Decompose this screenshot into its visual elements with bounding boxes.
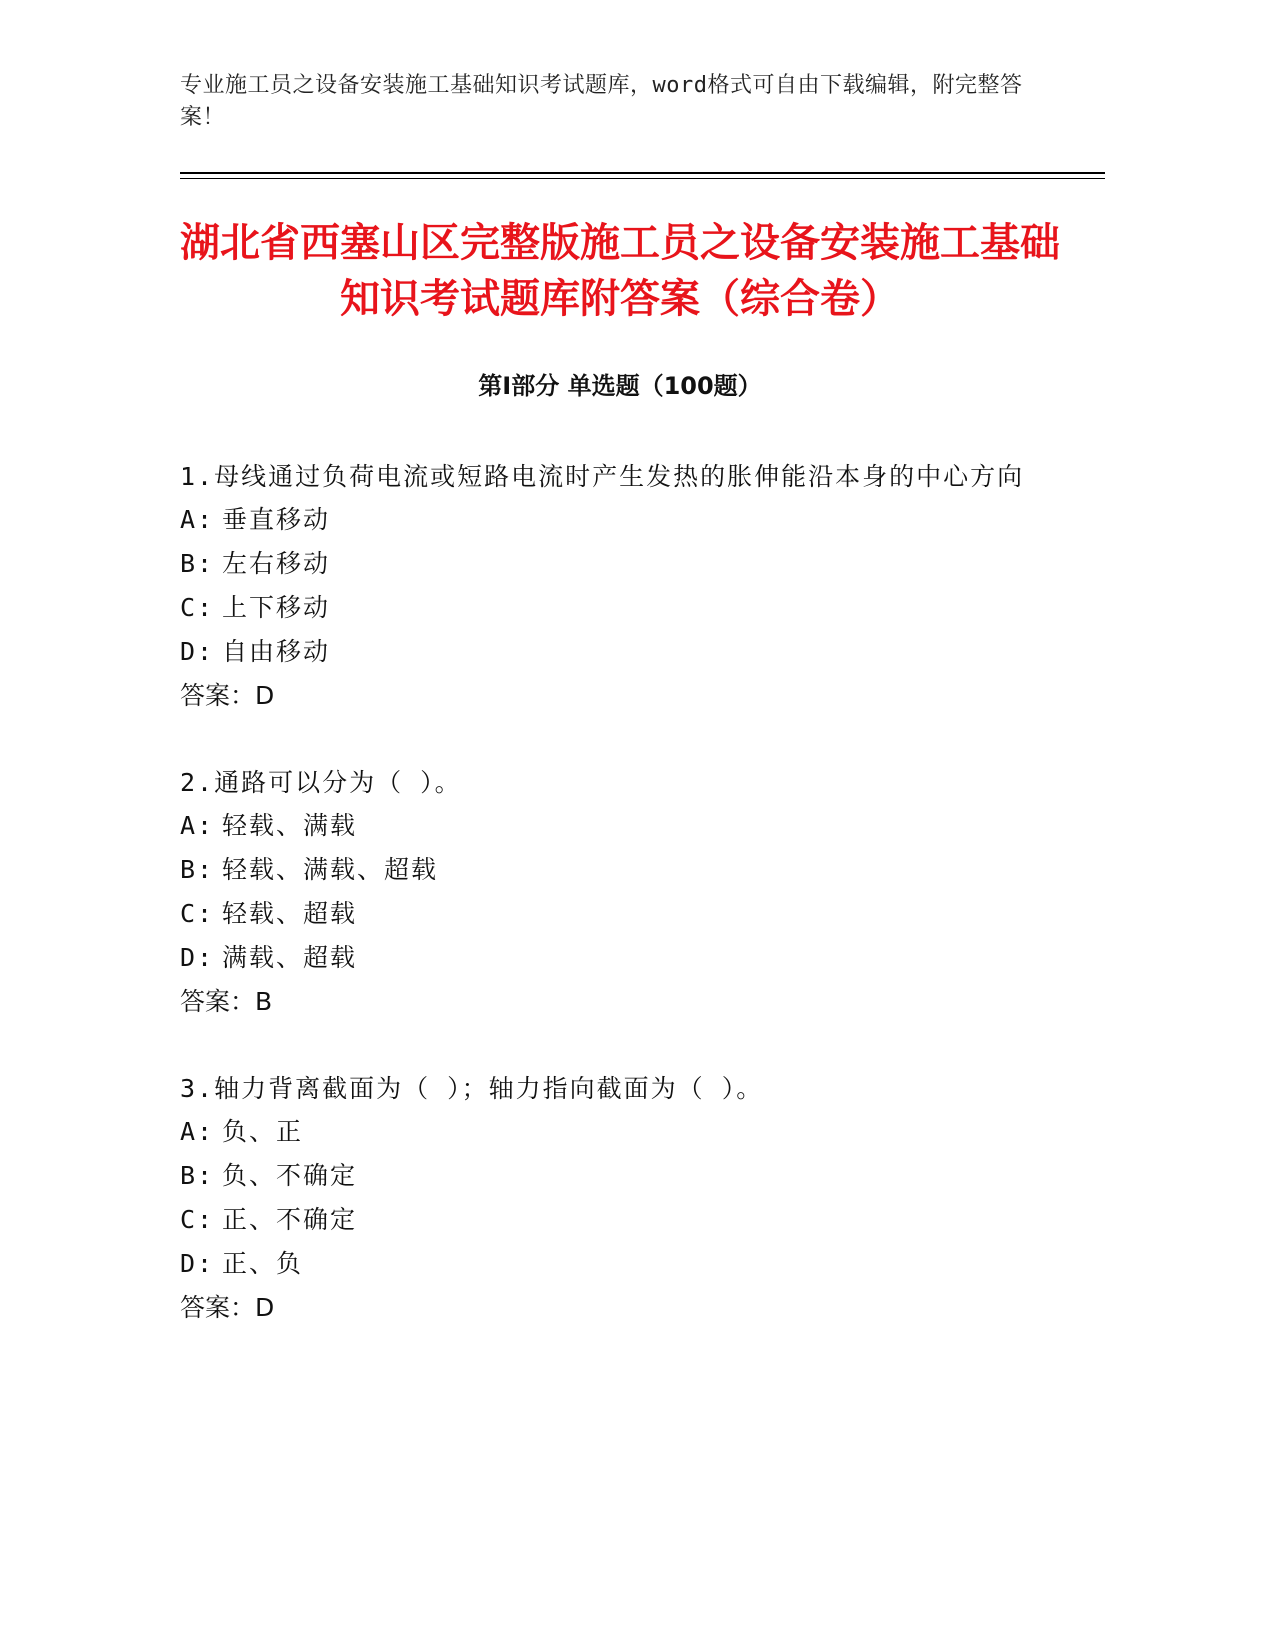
option-b xyxy=(180,542,1040,586)
option-text: 轻载、满载、超载 xyxy=(222,855,439,884)
option-text: 正、不确定 xyxy=(222,1205,358,1234)
question-stem: 2.通路可以分为（ ）。 xyxy=(180,768,462,797)
option-text: 左右移动 xyxy=(222,549,331,578)
option-key: A: xyxy=(180,505,215,534)
option-text: 轻载、超载 xyxy=(222,899,358,928)
header-divider-thin xyxy=(180,178,1105,179)
question-2 xyxy=(180,761,1040,1024)
option-text: 正、负 xyxy=(222,1249,304,1278)
option-key: D: xyxy=(180,943,215,972)
option-text: 轻载、满载 xyxy=(222,811,358,840)
question-1 xyxy=(180,455,1040,718)
question-stem: 3.轴力背离截面为（ ）；轴力指向截面为（ ）。 xyxy=(180,1074,764,1103)
header-note: 专业施工员之设备安装施工基础知识考试题库，word格式可自由下载编辑，附完整答案！ xyxy=(180,73,1023,130)
option-key: C: xyxy=(180,593,215,622)
option-text: 自由移动 xyxy=(222,637,331,666)
section-title: 第Ⅰ部分 单选题（100题） xyxy=(478,372,762,400)
option-key: C: xyxy=(180,1205,215,1234)
option-key: B: xyxy=(180,1161,215,1190)
option-text: 上下移动 xyxy=(222,593,331,622)
option-a xyxy=(180,498,1040,542)
option-text: 负、正 xyxy=(222,1117,304,1146)
option-key: B: xyxy=(180,549,215,578)
option-text: 负、不确定 xyxy=(222,1161,358,1190)
question-list xyxy=(180,455,1040,1373)
question-stem: 1.母线通过负荷电流或短路电流时产生发热的胀伸能沿本身的中心方向 xyxy=(180,462,1025,491)
answer-line: 答案：B xyxy=(180,987,273,1016)
option-c xyxy=(180,1198,1040,1242)
option-key: A: xyxy=(180,811,215,840)
option-key: D: xyxy=(180,637,215,666)
option-b xyxy=(180,1154,1040,1198)
document-title: 湖北省西塞山区完整版施工员之设备安装施工基础知识考试题库附答案（综合卷） xyxy=(180,220,1060,322)
answer-line: 答案：D xyxy=(180,1293,275,1322)
option-b xyxy=(180,848,1040,892)
answer-line: 答案：D xyxy=(180,681,275,710)
option-d xyxy=(180,1242,1040,1286)
option-d xyxy=(180,936,1040,980)
option-key: C: xyxy=(180,899,215,928)
option-key: D: xyxy=(180,1249,215,1278)
option-c xyxy=(180,892,1040,936)
option-d xyxy=(180,630,1040,674)
header-divider-thick xyxy=(180,172,1105,174)
option-key: A: xyxy=(180,1117,215,1146)
option-key: B: xyxy=(180,855,215,884)
question-3 xyxy=(180,1067,1040,1330)
option-c xyxy=(180,586,1040,630)
option-text: 满载、超载 xyxy=(222,943,358,972)
option-a xyxy=(180,1110,1040,1154)
option-a xyxy=(180,804,1040,848)
option-text: 垂直移动 xyxy=(222,505,331,534)
